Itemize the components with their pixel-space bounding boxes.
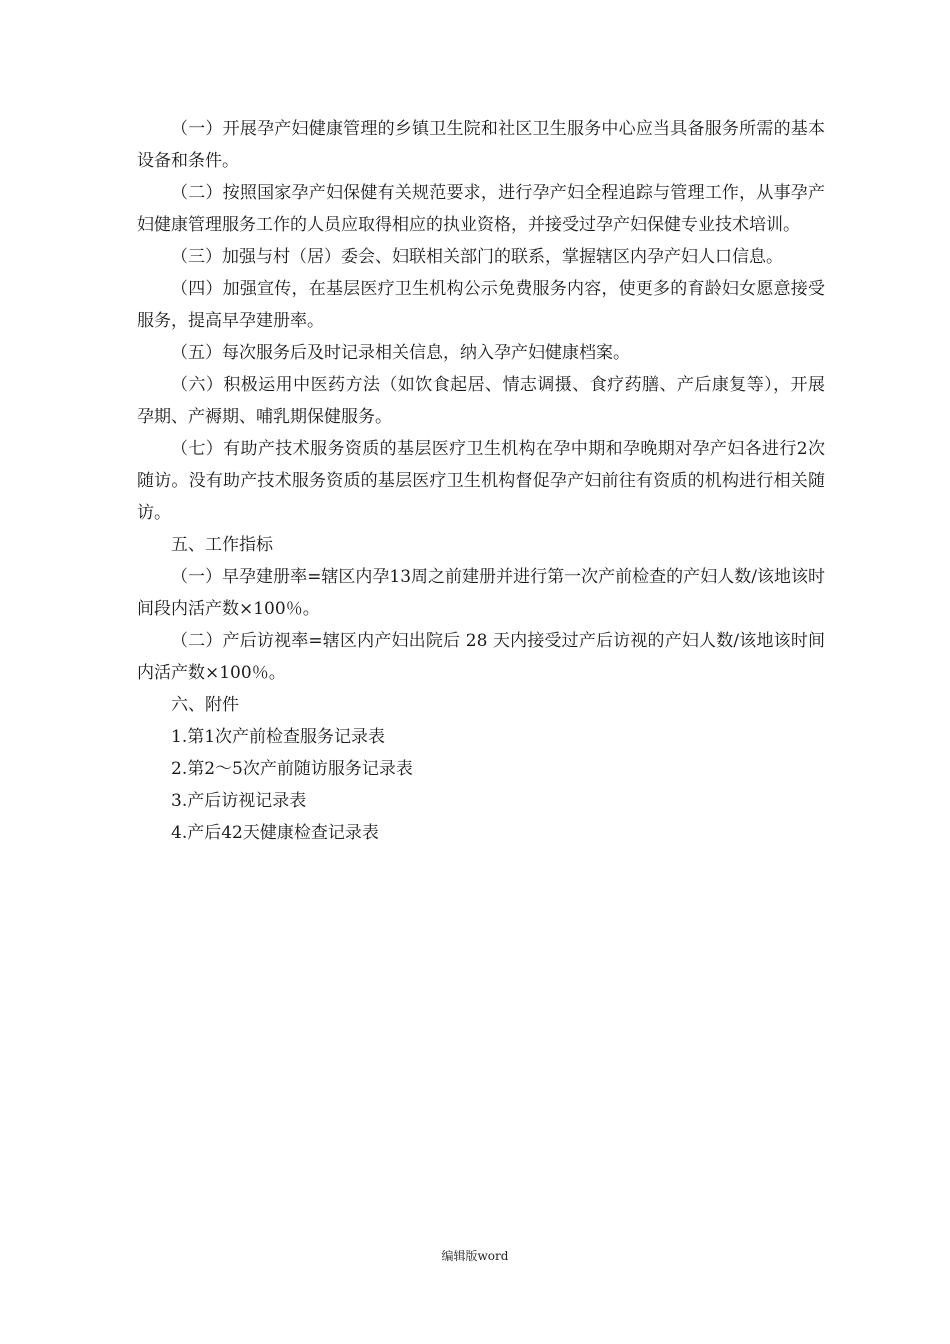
attachment-item-1: 1.第1次产前检查服务记录表 [171,727,386,747]
page-footer: 编辑版word [441,1249,509,1263]
indicator-early-registration: （一）早孕建册率=辖区内孕13周之前建册并进行第一次产前检查的产妇人数/该地该时间段内活产数×100％。 [137,567,825,619]
paragraph-4: （四）加强宣传，在基层医疗卫生机构公示免费服务内容，使更多的育龄妇女愿意接受服务，提高早孕建册率。 [137,279,825,331]
attachment-item-3: 3.产后访视记录表 [171,791,307,811]
indicator-postpartum-visit: （二）产后访视率=辖区内产妇出院后 28 天内接受过产后访视的产妇人数/该地该时间内活产数×100％。 [137,631,825,683]
section-heading-attachments: 六、附件 [171,695,239,715]
paragraph-6: （六）积极运用中医药方法（如饮食起居、情志调摄、食疗药膳、产后康复等），开展孕期、产褥期、哺乳期保健服务。 [137,375,825,427]
paragraph-3: （三）加强与村（居）委会、妇联相关部门的联系，掌握辖区内孕产妇人口信息。 [171,247,783,267]
paragraph-5: （五）每次服务后及时记录相关信息，纳入孕产妇健康档案。 [171,343,630,363]
attachment-item-4: 4.产后42天健康检查记录表 [171,823,379,843]
attachment-item-2: 2.第2～5次产前随访服务记录表 [171,759,413,779]
section-heading-work-indicators: 五、工作指标 [171,535,273,555]
paragraph-7: （七）有助产技术服务资质的基层医疗卫生机构在孕中期和孕晚期对孕产妇各进行2次随访。没有助产技术服务资质的基层医疗卫生机构督促孕产妇前往有资质的机构进行相关随访。 [137,439,825,523]
paragraph-2: （二）按照国家孕产妇保健有关规范要求，进行孕产妇全程追踪与管理工作，从事孕产妇健康管理服务工作的人员应取得相应的执业资格，并接受过孕产妇保健专业技术培训。 [137,183,825,235]
document-body [137,113,825,849]
paragraph-1: （一）开展孕产妇健康管理的乡镇卫生院和社区卫生服务中心应当具备服务所需的基本设备和条件。 [137,119,825,171]
